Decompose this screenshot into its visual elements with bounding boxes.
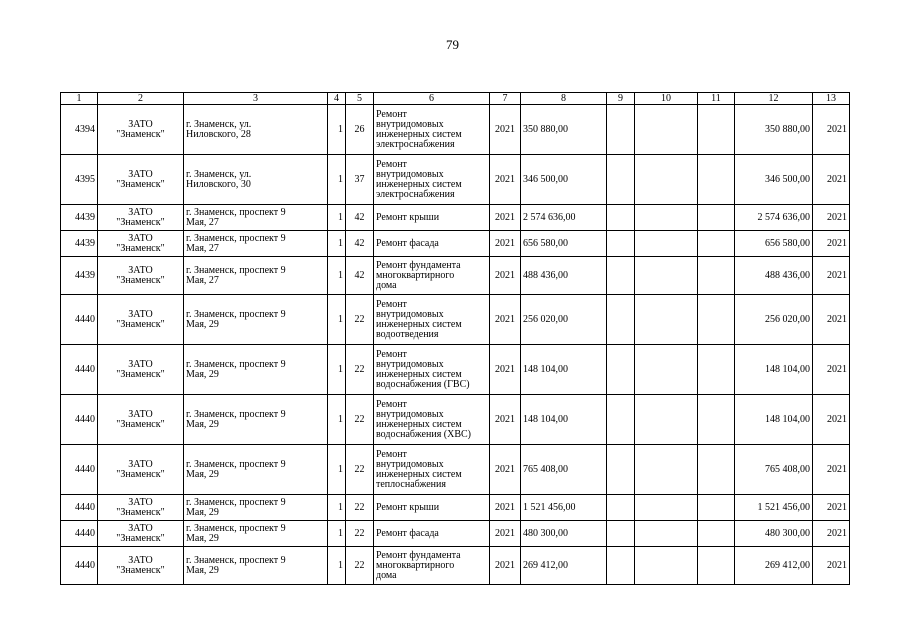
cost-cell: 256 020,00 <box>521 295 607 345</box>
col-4-value-cell: 1 <box>328 521 346 547</box>
work-type-cell: Ремонт фасада <box>374 521 490 547</box>
year-cell: 2021 <box>490 295 521 345</box>
year-cell: 2021 <box>490 155 521 205</box>
cost-total-cell: 656 580,00 <box>735 231 813 257</box>
col-10-cell <box>635 295 698 345</box>
col-4-value-cell: 1 <box>328 495 346 521</box>
municipality-cell: ЗАТО "Знаменск" <box>98 155 184 205</box>
col-4-value-cell: 1 <box>328 395 346 445</box>
col-10-cell <box>635 231 698 257</box>
year-cell: 2021 <box>490 231 521 257</box>
work-type-cell: Ремонт внутридомовых инженерных систем водоотведения <box>374 295 490 345</box>
col-4-value-cell: 1 <box>328 155 346 205</box>
col-10-cell <box>635 155 698 205</box>
col-5-value-cell: 42 <box>346 205 374 231</box>
cost-cell: 1 521 456,00 <box>521 495 607 521</box>
work-type-cell: Ремонт фасада <box>374 231 490 257</box>
col-10-cell <box>635 257 698 295</box>
col-5-value-cell: 22 <box>346 547 374 585</box>
col-4-value-cell: 1 <box>328 105 346 155</box>
work-type-cell: Ремонт внутридомовых инженерных систем водоснабжения (ХВС) <box>374 395 490 445</box>
address-cell: г. Знаменск, проспект 9 Мая, 27 <box>184 257 328 295</box>
col-9-cell <box>607 521 635 547</box>
year-cell: 2021 <box>490 521 521 547</box>
col-9-cell <box>607 105 635 155</box>
table-row <box>61 205 850 231</box>
col-5-value-cell: 42 <box>346 257 374 295</box>
address-cell: г. Знаменск, проспект 9 Мая, 29 <box>184 345 328 395</box>
municipality-cell: ЗАТО "Знаменск" <box>98 445 184 495</box>
col-11-cell <box>698 495 735 521</box>
row-number-cell: 4439 <box>61 231 98 257</box>
col-10-cell <box>635 445 698 495</box>
col-5-value-cell: 26 <box>346 105 374 155</box>
municipality-cell: ЗАТО "Знаменск" <box>98 105 184 155</box>
col-10-cell <box>635 521 698 547</box>
col-11-cell <box>698 257 735 295</box>
cost-cell: 148 104,00 <box>521 345 607 395</box>
completion-year-cell: 2021 <box>813 105 850 155</box>
cost-total-cell: 148 104,00 <box>735 395 813 445</box>
col-5-value-cell: 22 <box>346 445 374 495</box>
col-10-cell <box>635 395 698 445</box>
col-11-cell <box>698 295 735 345</box>
col-11-cell <box>698 105 735 155</box>
cost-cell: 480 300,00 <box>521 521 607 547</box>
cost-cell: 346 500,00 <box>521 155 607 205</box>
municipality-cell: ЗАТО "Знаменск" <box>98 257 184 295</box>
row-number-cell: 4440 <box>61 345 98 395</box>
col-10-cell <box>635 205 698 231</box>
work-type-cell: Ремонт фундамента многоквартирного дома <box>374 257 490 295</box>
completion-year-cell: 2021 <box>813 495 850 521</box>
address-cell: г. Знаменск, проспект 9 Мая, 29 <box>184 495 328 521</box>
col-5-value-cell: 42 <box>346 231 374 257</box>
col-9-cell <box>607 345 635 395</box>
cost-cell: 765 408,00 <box>521 445 607 495</box>
col-11-cell <box>698 155 735 205</box>
col-5-value-cell: 22 <box>346 345 374 395</box>
col-11-cell <box>698 345 735 395</box>
row-number-cell: 4440 <box>61 547 98 585</box>
col-9-cell <box>607 395 635 445</box>
address-cell: г. Знаменск, ул. Ниловского, 28 <box>184 105 328 155</box>
header-cell-6: 6 <box>374 93 490 105</box>
row-number-cell: 4440 <box>61 395 98 445</box>
year-cell: 2021 <box>490 395 521 445</box>
col-11-cell <box>698 205 735 231</box>
cost-cell: 488 436,00 <box>521 257 607 295</box>
work-type-cell: Ремонт крыши <box>374 205 490 231</box>
municipality-cell: ЗАТО "Знаменск" <box>98 495 184 521</box>
completion-year-cell: 2021 <box>813 231 850 257</box>
year-cell: 2021 <box>490 495 521 521</box>
col-10-cell <box>635 547 698 585</box>
cost-cell: 656 580,00 <box>521 231 607 257</box>
work-type-cell: Ремонт внутридомовых инженерных систем водоснабжения (ГВС) <box>374 345 490 395</box>
work-type-cell: Ремонт внутридомовых инженерных систем электроснабжения <box>374 155 490 205</box>
col-9-cell <box>607 205 635 231</box>
header-cell-2: 2 <box>98 93 184 105</box>
completion-year-cell: 2021 <box>813 295 850 345</box>
completion-year-cell: 2021 <box>813 345 850 395</box>
cost-cell: 269 412,00 <box>521 547 607 585</box>
col-4-value-cell: 1 <box>328 295 346 345</box>
municipality-cell: ЗАТО "Знаменск" <box>98 521 184 547</box>
col-5-value-cell: 22 <box>346 521 374 547</box>
header-cell-5: 5 <box>346 93 374 105</box>
col-9-cell <box>607 155 635 205</box>
header-cell-9: 9 <box>607 93 635 105</box>
table-row <box>61 155 850 205</box>
col-5-value-cell: 37 <box>346 155 374 205</box>
address-cell: г. Знаменск, проспект 9 Мая, 29 <box>184 445 328 495</box>
col-10-cell <box>635 345 698 395</box>
cost-total-cell: 480 300,00 <box>735 521 813 547</box>
table-row <box>61 231 850 257</box>
row-number-cell: 4440 <box>61 521 98 547</box>
table-row <box>61 521 850 547</box>
row-number-cell: 4439 <box>61 205 98 231</box>
col-9-cell <box>607 295 635 345</box>
municipality-cell: ЗАТО "Знаменск" <box>98 231 184 257</box>
cost-total-cell: 269 412,00 <box>735 547 813 585</box>
header-cell-4: 4 <box>328 93 346 105</box>
header-cell-11: 11 <box>698 93 735 105</box>
table-row <box>61 445 850 495</box>
year-cell: 2021 <box>490 547 521 585</box>
works-table <box>60 92 850 585</box>
cost-total-cell: 488 436,00 <box>735 257 813 295</box>
completion-year-cell: 2021 <box>813 257 850 295</box>
cost-total-cell: 346 500,00 <box>735 155 813 205</box>
header-cell-13: 13 <box>813 93 850 105</box>
header-cell-8: 8 <box>521 93 607 105</box>
col-9-cell <box>607 495 635 521</box>
col-4-value-cell: 1 <box>328 345 346 395</box>
municipality-cell: ЗАТО "Знаменск" <box>98 295 184 345</box>
cost-cell: 2 574 636,00 <box>521 205 607 231</box>
work-type-cell: Ремонт крыши <box>374 495 490 521</box>
col-4-value-cell: 1 <box>328 205 346 231</box>
page-number: 79 <box>446 37 459 52</box>
address-cell: г. Знаменск, проспект 9 Мая, 29 <box>184 395 328 445</box>
col-9-cell <box>607 547 635 585</box>
row-number-cell: 4440 <box>61 445 98 495</box>
row-number-cell: 4394 <box>61 105 98 155</box>
col-11-cell <box>698 395 735 445</box>
table-row <box>61 105 850 155</box>
municipality-cell: ЗАТО "Знаменск" <box>98 345 184 395</box>
col-4-value-cell: 1 <box>328 231 346 257</box>
col-11-cell <box>698 231 735 257</box>
work-type-cell: Ремонт внутридомовых инженерных систем теплоснабжения <box>374 445 490 495</box>
col-9-cell <box>607 257 635 295</box>
work-type-cell: Ремонт фундамента многоквартирного дома <box>374 547 490 585</box>
row-number-cell: 4439 <box>61 257 98 295</box>
row-number-cell: 4440 <box>61 295 98 345</box>
col-4-value-cell: 1 <box>328 257 346 295</box>
completion-year-cell: 2021 <box>813 521 850 547</box>
cost-total-cell: 256 020,00 <box>735 295 813 345</box>
table-row <box>61 295 850 345</box>
work-type-cell: Ремонт внутридомовых инженерных систем электроснабжения <box>374 105 490 155</box>
cost-total-cell: 350 880,00 <box>735 105 813 155</box>
col-4-value-cell: 1 <box>328 445 346 495</box>
col-10-cell <box>635 495 698 521</box>
col-9-cell <box>607 231 635 257</box>
header-cell-10: 10 <box>635 93 698 105</box>
table-row <box>61 547 850 585</box>
municipality-cell: ЗАТО "Знаменск" <box>98 395 184 445</box>
cost-total-cell: 765 408,00 <box>735 445 813 495</box>
header-cell-7: 7 <box>490 93 521 105</box>
completion-year-cell: 2021 <box>813 547 850 585</box>
municipality-cell: ЗАТО "Знаменск" <box>98 205 184 231</box>
table-row <box>61 345 850 395</box>
year-cell: 2021 <box>490 345 521 395</box>
col-5-value-cell: 22 <box>346 295 374 345</box>
cost-cell: 350 880,00 <box>521 105 607 155</box>
completion-year-cell: 2021 <box>813 155 850 205</box>
completion-year-cell: 2021 <box>813 445 850 495</box>
address-cell: г. Знаменск, проспект 9 Мая, 29 <box>184 547 328 585</box>
header-cell-1: 1 <box>61 93 98 105</box>
col-11-cell <box>698 445 735 495</box>
col-9-cell <box>607 445 635 495</box>
header-cell-12: 12 <box>735 93 813 105</box>
year-cell: 2021 <box>490 445 521 495</box>
col-5-value-cell: 22 <box>346 495 374 521</box>
year-cell: 2021 <box>490 205 521 231</box>
year-cell: 2021 <box>490 105 521 155</box>
address-cell: г. Знаменск, проспект 9 Мая, 27 <box>184 205 328 231</box>
col-5-value-cell: 22 <box>346 395 374 445</box>
header-row <box>61 93 850 105</box>
completion-year-cell: 2021 <box>813 395 850 445</box>
table-row <box>61 395 850 445</box>
cost-cell: 148 104,00 <box>521 395 607 445</box>
completion-year-cell: 2021 <box>813 205 850 231</box>
col-11-cell <box>698 547 735 585</box>
header-cell-3: 3 <box>184 93 328 105</box>
table-row <box>61 257 850 295</box>
table-row <box>61 495 850 521</box>
col-11-cell <box>698 521 735 547</box>
row-number-cell: 4395 <box>61 155 98 205</box>
address-cell: г. Знаменск, проспект 9 Мая, 29 <box>184 521 328 547</box>
address-cell: г. Знаменск, проспект 9 Мая, 29 <box>184 295 328 345</box>
year-cell: 2021 <box>490 257 521 295</box>
address-cell: г. Знаменск, проспект 9 Мая, 27 <box>184 231 328 257</box>
municipality-cell: ЗАТО "Знаменск" <box>98 547 184 585</box>
cost-total-cell: 2 574 636,00 <box>735 205 813 231</box>
col-10-cell <box>635 105 698 155</box>
cost-total-cell: 1 521 456,00 <box>735 495 813 521</box>
cost-total-cell: 148 104,00 <box>735 345 813 395</box>
col-4-value-cell: 1 <box>328 547 346 585</box>
row-number-cell: 4440 <box>61 495 98 521</box>
address-cell: г. Знаменск, ул. Ниловского, 30 <box>184 155 328 205</box>
